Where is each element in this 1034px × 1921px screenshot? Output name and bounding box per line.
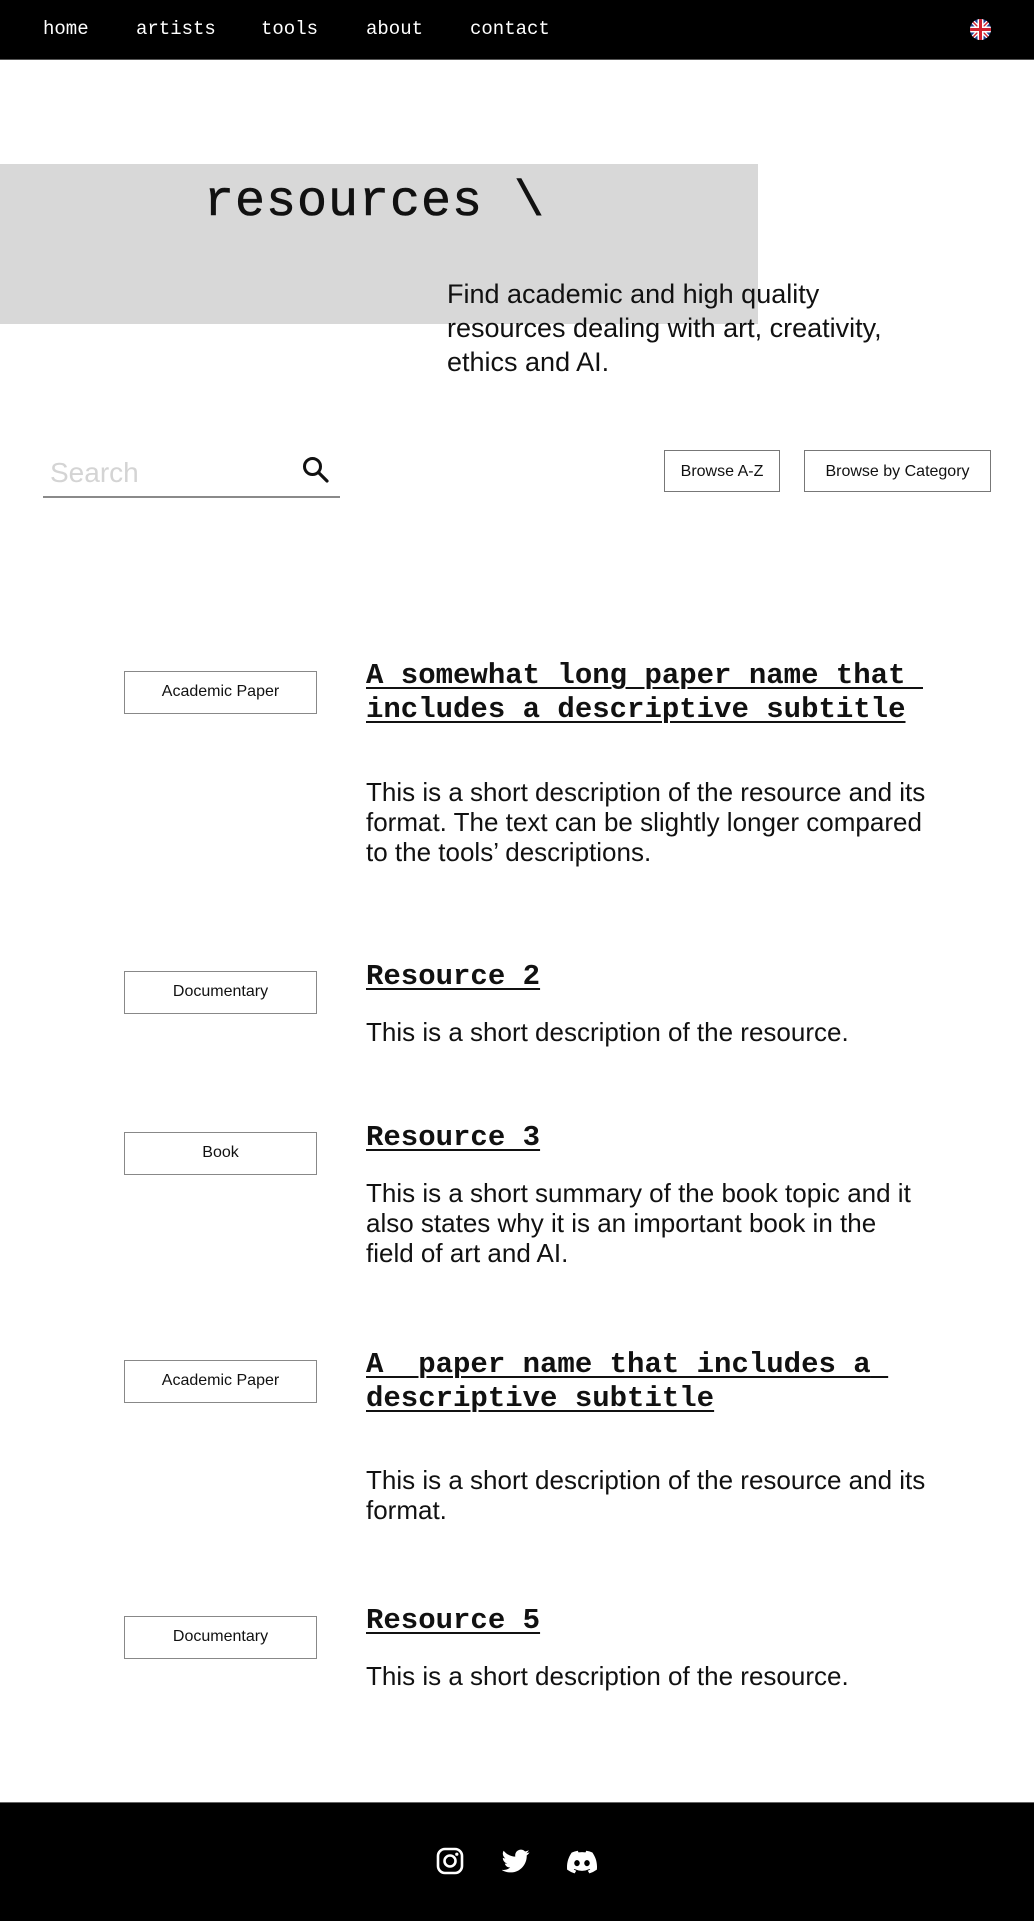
resource-description: This is a short description of the resource. — [366, 1661, 849, 1691]
twitter-icon[interactable] — [502, 1847, 532, 1877]
resource-title — [366, 659, 923, 727]
resource-title-link[interactable]: A paper name that includes a descriptive subtitle — [366, 1348, 889, 1415]
nav-contact[interactable]: contact — [470, 18, 550, 40]
footer — [0, 1802, 1034, 1921]
page-title: resources \ — [204, 174, 546, 231]
resource-title — [366, 1121, 926, 1155]
top-nav — [0, 0, 1034, 60]
search-icon[interactable] — [301, 455, 331, 485]
resource-title-link[interactable]: Resource 2 — [366, 960, 541, 993]
discord-icon[interactable] — [567, 1847, 597, 1877]
search-field — [43, 448, 340, 498]
resource-title — [366, 960, 926, 994]
nav-home[interactable]: home — [43, 18, 89, 40]
page-intro: Find academic and high quality resources dealing with art, creativity, ethics and AI. — [447, 279, 882, 377]
nav-artists[interactable]: artists — [136, 18, 216, 40]
resource-description: This is a short summary of the book topic and it also states why it is an important book in the field of art and AI. — [366, 1178, 911, 1268]
resource-type-badge: Academic Paper — [124, 671, 317, 714]
resource-description: This is a short description of the resource and its format. The text can be slightly longer compared to the tools’ descriptions. — [366, 777, 926, 867]
resource-description: This is a short description of the resource and its format. — [366, 1465, 926, 1525]
resource-type-badge: Book — [124, 1132, 317, 1175]
resource-title — [366, 1604, 926, 1638]
resource-title-link[interactable]: A somewhat long paper name that includes a descriptive subtitle — [366, 659, 923, 726]
resource-title-link[interactable]: Resource 5 — [366, 1604, 541, 1637]
uk-flag-icon[interactable] — [970, 19, 991, 40]
resource-type-badge: Academic Paper — [124, 1360, 317, 1403]
nav-about[interactable]: about — [366, 18, 424, 40]
browse-az-button[interactable]: Browse A-Z — [664, 450, 780, 492]
browse-category-button[interactable]: Browse by Category — [804, 450, 991, 492]
resource-title — [366, 1348, 936, 1416]
instagram-icon[interactable] — [436, 1847, 466, 1877]
resource-description: This is a short description of the resource. — [366, 1017, 849, 1047]
resource-type-badge: Documentary — [124, 971, 317, 1014]
resource-title-link[interactable]: Resource 3 — [366, 1121, 541, 1154]
search-input[interactable] — [50, 454, 290, 492]
resource-type-badge: Documentary — [124, 1616, 317, 1659]
nav-tools[interactable]: tools — [261, 18, 319, 40]
